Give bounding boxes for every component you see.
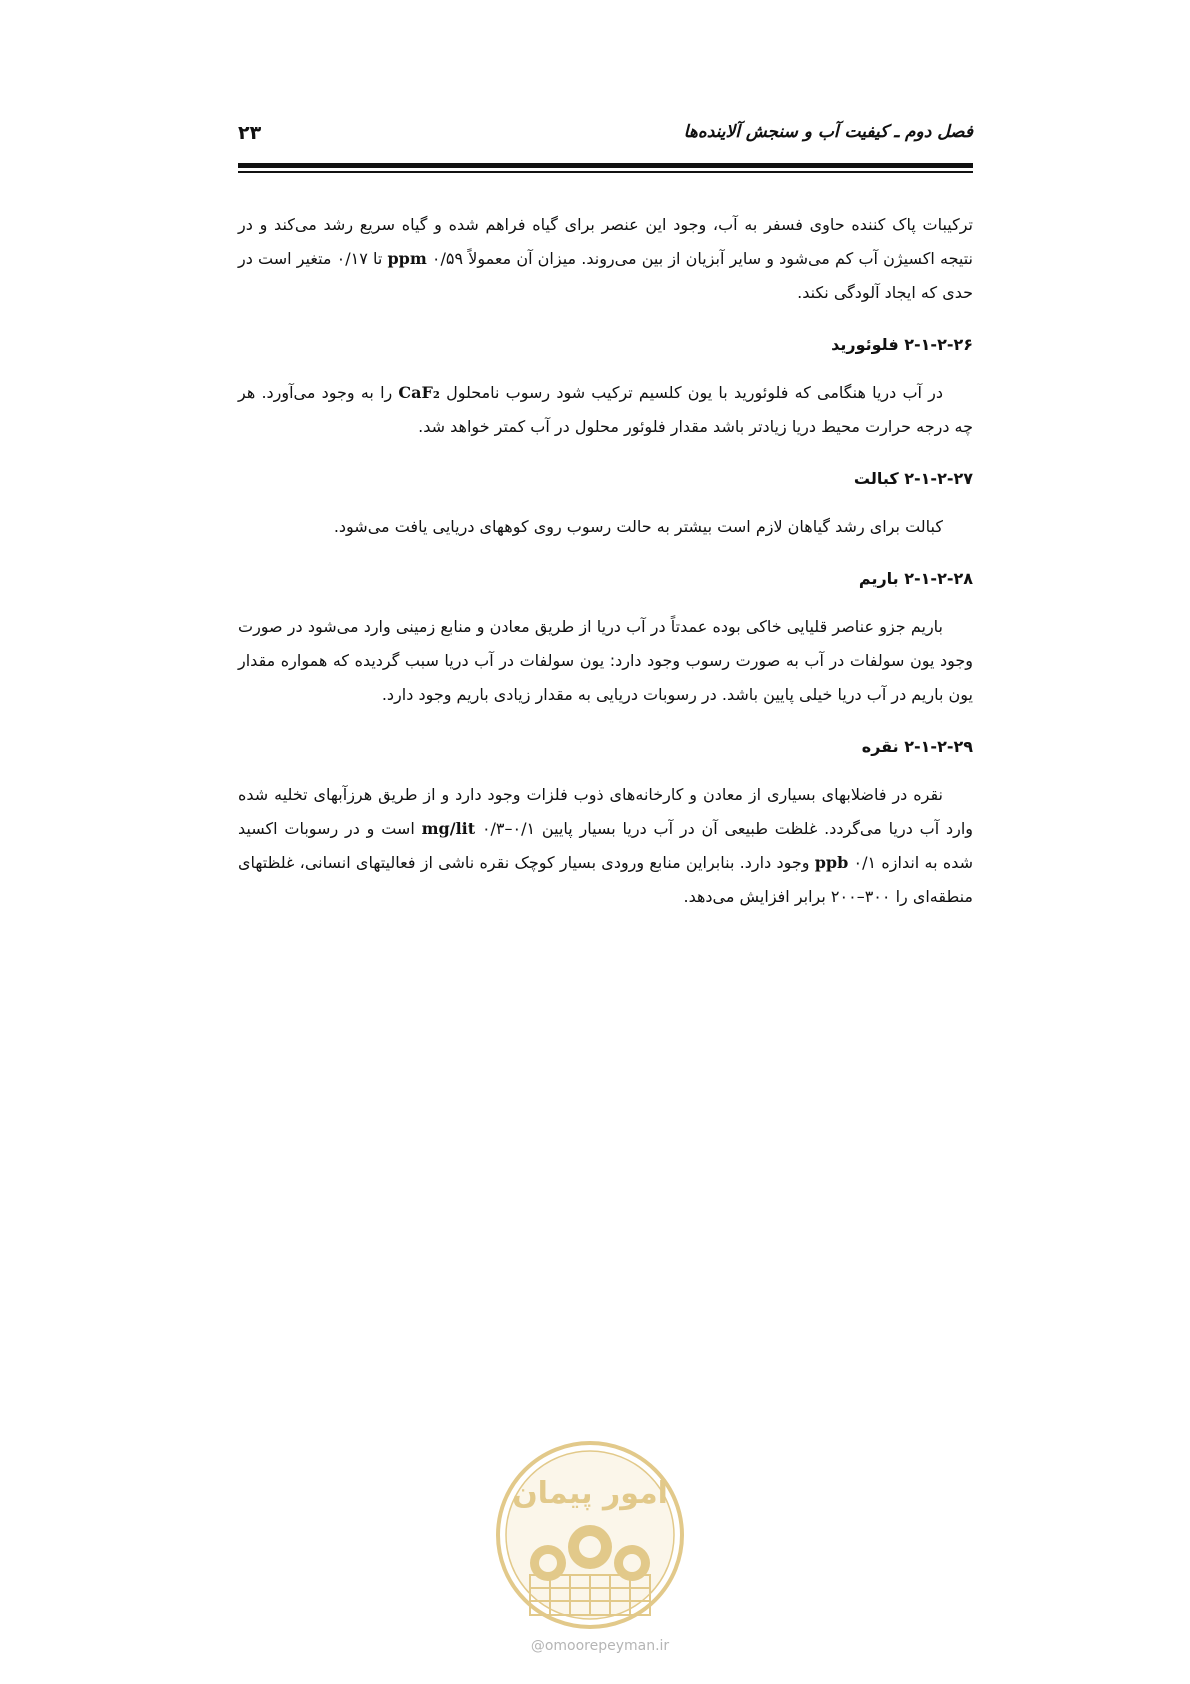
running-header bbox=[238, 122, 973, 146]
fluoride-text-b: را به وجود می‌آورد. هر چه درجه حرارت محیط دریا زیادتر باشد مقدار فلوئور محلول در آب کمتر خواهد شد. bbox=[238, 383, 973, 436]
header-rule-thin bbox=[238, 171, 973, 173]
silver-text-a: نقره در فاضلابهای بسیاری از معادن و کارخانه‌های ذوب فلزات وجود دارد و از طریق هرزآبهای تخلیه شده وارد آب دریا می‌گردد. غلظت طبیعی آن در آب دریا بسیار پایین bbox=[238, 785, 973, 838]
intro-line-1: ترکیبات پاک کننده حاوی فسفر به آب، وجود این عنصر برای گیاه فراهم شده و گیاه سریع رشد می‌کند bbox=[274, 215, 974, 234]
intro-paragraph bbox=[238, 208, 973, 310]
svg-text:امور پیمان: امور پیمان bbox=[512, 1476, 668, 1511]
paragraph-silver bbox=[238, 778, 973, 914]
unit-ppm: ppm bbox=[387, 249, 427, 268]
main-content bbox=[238, 208, 973, 914]
unit-mg-lit: mg/lit bbox=[421, 819, 476, 838]
paragraph-barium: باریم جزو عناصر قلیایی خاکی بوده عمدتاً در آب دریا از طریق معادن و منابع زمینی وارد می‌شود در صورت وجود یون سولفات در آب به صورت رسوب وجود دارد: یون سولفات در آب دریا سبب گردیده که همواره مقدار یون باریم در آب دریا خیلی پایین باشد. در رسوبات دریایی به مقدار زیادی باریم وجود دارد. bbox=[238, 617, 973, 704]
intro-line-2a: و در نتیجه اکسیژن آب کم می‌شود و سایر آبزیان از بین می‌روند. میزان آن معمولاً bbox=[238, 215, 974, 268]
unit-ppb: ppb bbox=[814, 853, 849, 872]
fluoride-text-a: در آب دریا هنگامی که فلوئورید با یون کلسیم ترکیب شود رسوب نامحلول bbox=[439, 383, 944, 402]
paragraph-cobalt: کبالت برای رشد گیاهان لازم است بیشتر به حالت رسوب روی کوههای دریایی یافت می‌شود. bbox=[333, 517, 943, 536]
heading-cobalt: ۲-۱-۲-۲۷ کبالت bbox=[853, 469, 973, 488]
intro-line-2b: ۰/۵۹ تا ۰/۱۷ bbox=[336, 249, 464, 268]
website-watermark: @omoorepeyman.ir bbox=[530, 1638, 670, 1654]
chapter-title: فصل دوم ـ کیفیت آب و سنجش آلاینده‌ها bbox=[683, 122, 973, 142]
paragraph-fluoride bbox=[238, 376, 973, 444]
heading-silver: ۲-۱-۲-۲۹ نقره bbox=[861, 737, 973, 756]
silver-text-b: ۰/۳–۰/۱ است و در رسوبات اکسید شده به اندازه bbox=[238, 819, 974, 872]
header-rule-thick bbox=[238, 163, 973, 168]
page-number: ۲۳ bbox=[238, 122, 262, 144]
heading-barium: ۲-۱-۲-۲۸ باریم bbox=[858, 569, 973, 588]
formula-caf2: CaF₂ bbox=[398, 383, 440, 402]
omoorepeyman-logo bbox=[490, 1435, 690, 1635]
silver-text-c: ۰/۱ وجود دارد. بنابراین منابع ورودی بسیار کوچک نقره ناشی از فعالیتهای انسانی، غلظتهای منطقه‌ای را ۳۰۰–۲۰۰ برابر افزایش می‌دهد. bbox=[238, 853, 973, 906]
heading-fluoride: ۲-۱-۲-۲۶ فلوئورید bbox=[831, 335, 973, 354]
intro-line-3: متغیر است در حدی که ایجاد آلودگی نکند. bbox=[238, 249, 973, 302]
